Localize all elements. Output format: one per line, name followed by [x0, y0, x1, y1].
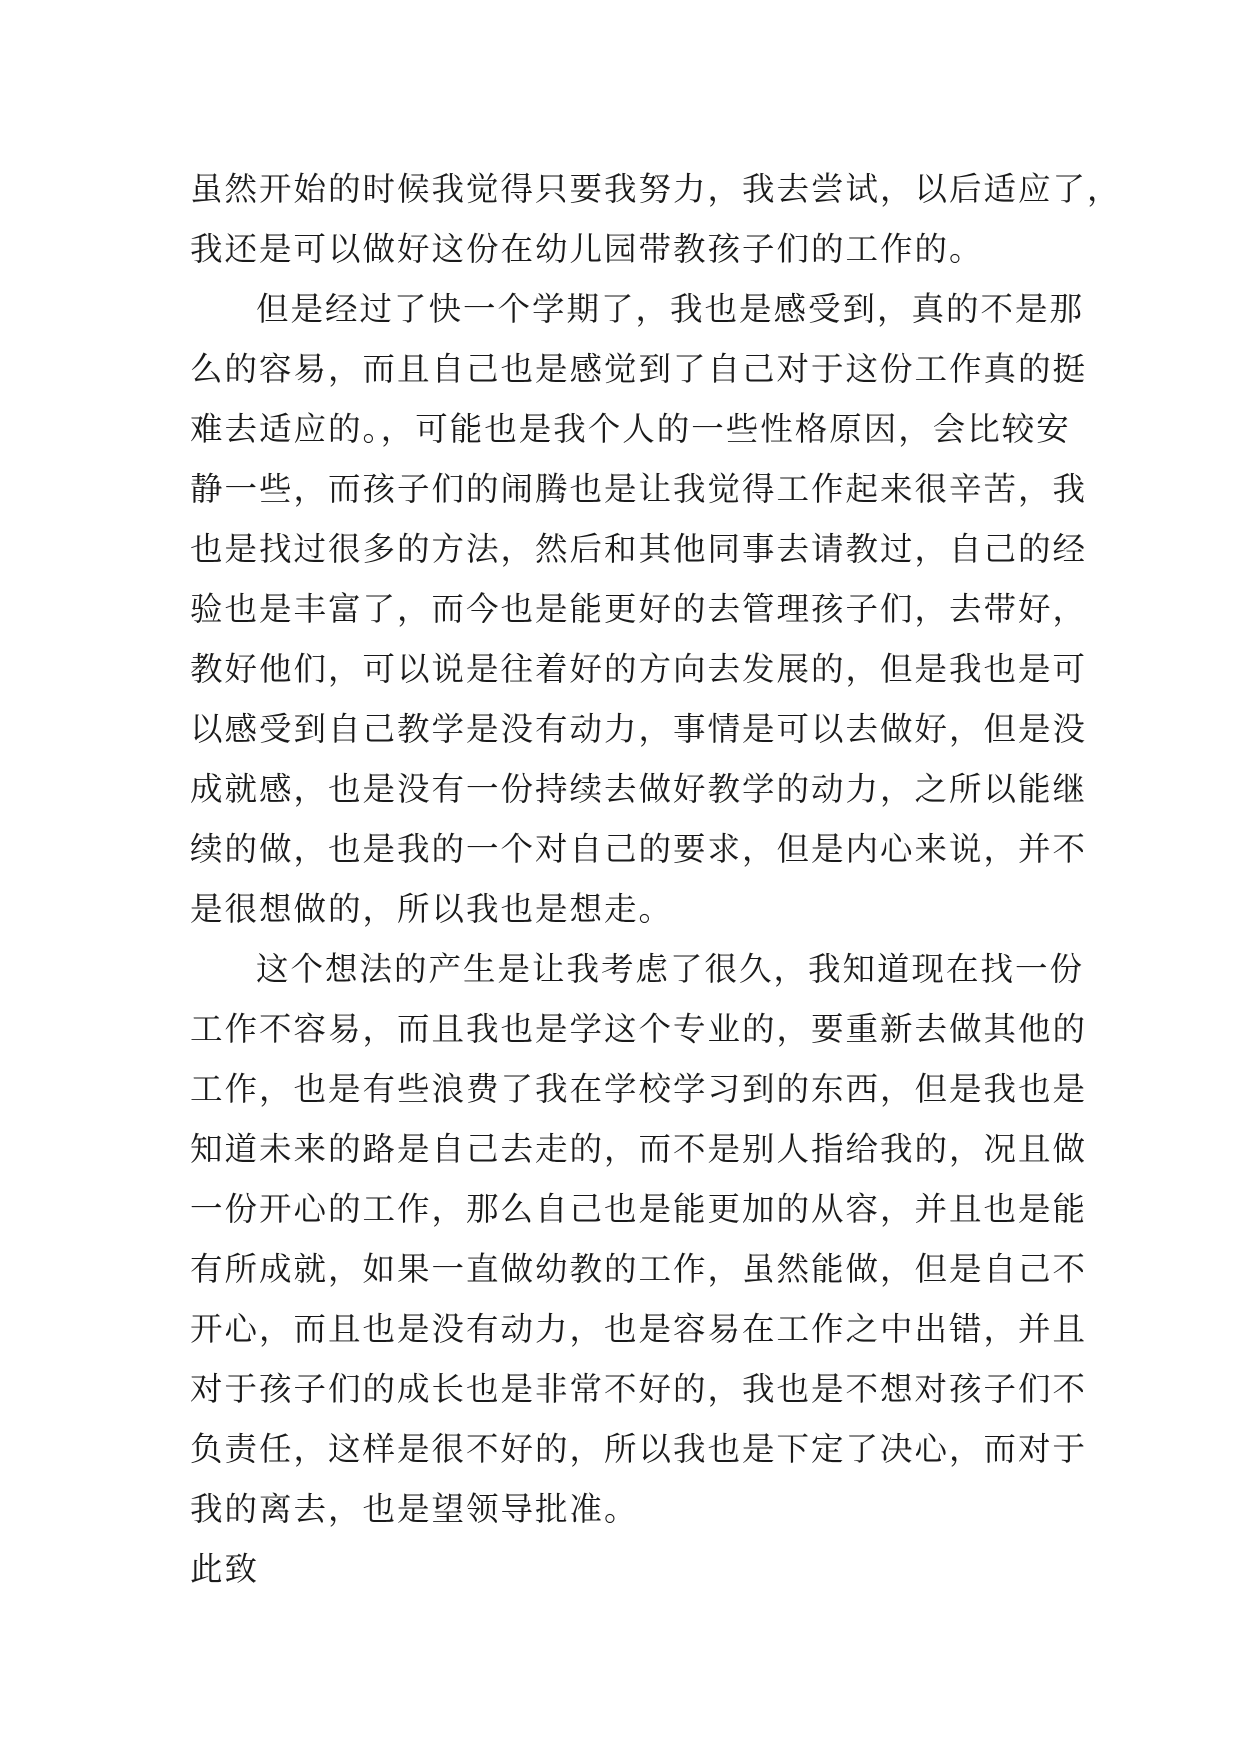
text-line: 开心，而且也是没有动力，也是容易在工作之中出错，并且 [190, 1310, 1088, 1348]
text-line: 虽然开始的时候我觉得只要我努力，我去尝试，以后适应了， [190, 170, 1122, 208]
text-line: 一份开心的工作，那么自己也是能更加的从容，并且也是能 [190, 1190, 1088, 1228]
text-line: 以感受到自己教学是没有动力，事情是可以去做好，但是没 [190, 710, 1088, 748]
paragraph-start-line: 但是经过了快一个学期了，我也是感受到，真的不是那 [256, 290, 1085, 328]
text-line: 续的做，也是我的一个对自己的要求，但是内心来说，并不 [190, 830, 1088, 868]
text-line: 我的离去，也是望领导批准。 [190, 1490, 639, 1528]
paragraph-start-line: 这个想法的产生是让我考虑了很久，我知道现在找一份 [256, 950, 1085, 988]
text-line: 是很想做的，所以我也是想走。 [190, 890, 674, 928]
text-line: 也是找过很多的方法，然后和其他同事去请教过，自己的经 [190, 530, 1088, 568]
text-line: 知道未来的路是自己去走的，而不是别人指给我的，况且做 [190, 1130, 1088, 1168]
text-line: 有所成就，如果一直做幼教的工作，虽然能做，但是自己不 [190, 1250, 1088, 1288]
text-line: 教好他们，可以说是往着好的方向去发展的，但是我也是可 [190, 650, 1088, 688]
text-line: 负责任，这样是很不好的，所以我也是下定了决心，而对于 [190, 1430, 1088, 1468]
closing-salutation: 此致 [190, 1550, 260, 1588]
letter-body [190, 159, 1122, 1599]
text-line: 验也是丰富了，而今也是能更好的去管理孩子们，去带好， [190, 590, 1088, 628]
text-line: 对于孩子们的成长也是非常不好的，我也是不想对孩子们不 [190, 1370, 1088, 1408]
text-line: 成就感，也是没有一份持续去做好教学的动力，之所以能继 [190, 770, 1088, 808]
text-line: 难去适应的。，可能也是我个人的一些性格原因，会比较安 [190, 410, 1071, 448]
text-line: 么的容易，而且自己也是感觉到了自己对于这份工作真的挺 [190, 350, 1088, 388]
text-line: 我还是可以做好这份在幼儿园带教孩子们的工作的。 [190, 230, 984, 268]
text-line: 工作不容易，而且我也是学这个专业的，要重新去做其他的 [190, 1010, 1088, 1048]
text-line: 静一些，而孩子们的闹腾也是让我觉得工作起来很辛苦，我 [190, 470, 1088, 508]
text-line: 工作，也是有些浪费了我在学校学习到的东西，但是我也是 [190, 1070, 1088, 1108]
